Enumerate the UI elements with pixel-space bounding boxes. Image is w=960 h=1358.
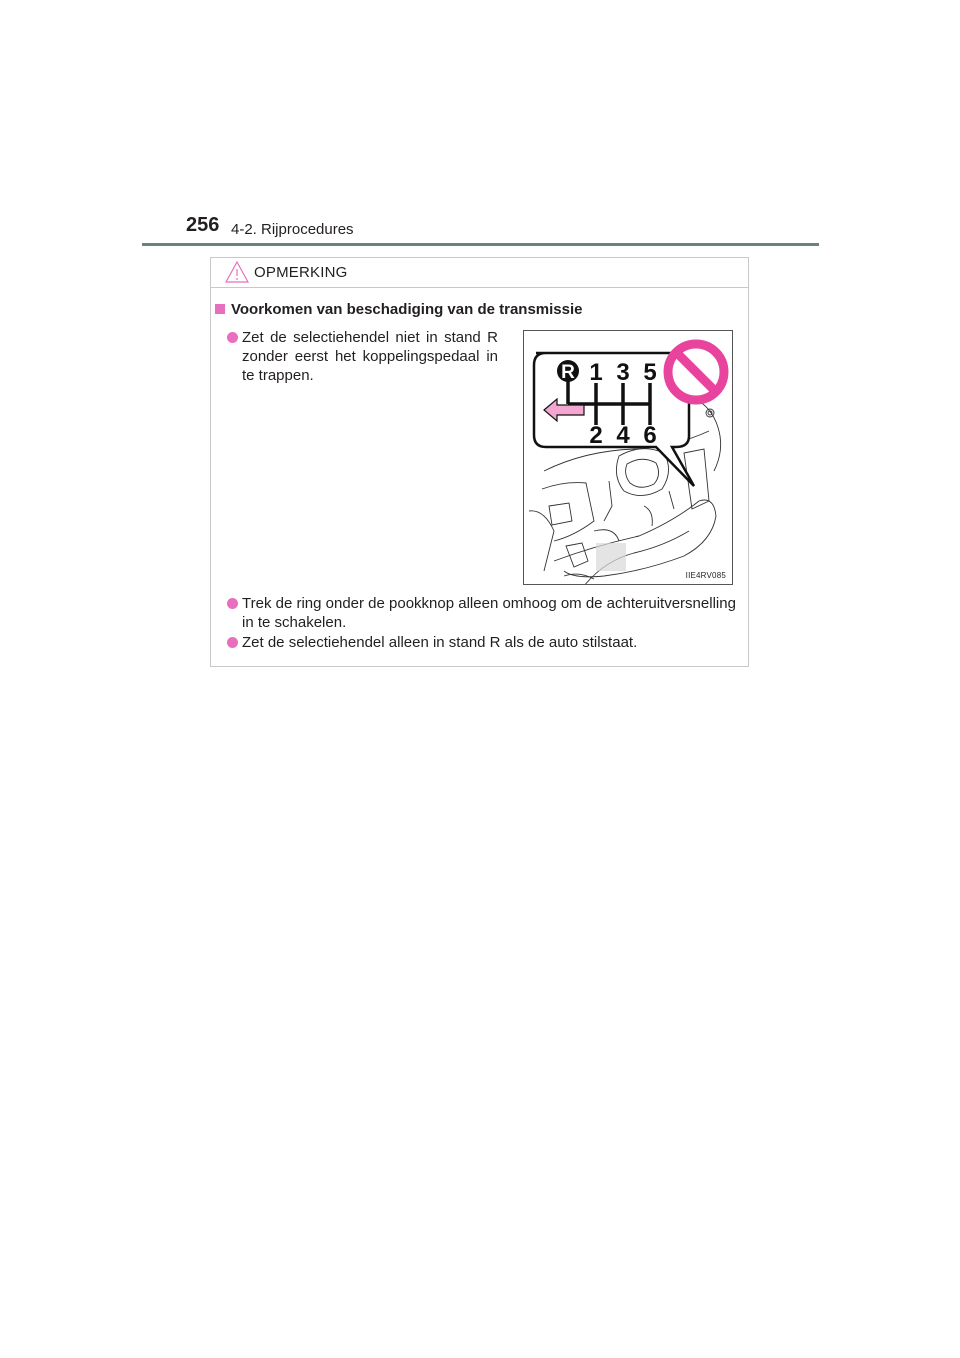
warning-triangle-icon xyxy=(225,261,249,283)
prohibition-sign-icon xyxy=(668,344,724,400)
notice-header xyxy=(211,258,748,288)
gear-label: 6 xyxy=(643,422,657,449)
gear-label: 3 xyxy=(616,359,630,386)
notice-box xyxy=(210,257,749,667)
subheading-text: Voorkomen van beschadiging van de transmissie xyxy=(231,301,583,318)
bullet-item xyxy=(242,328,498,385)
bullet-text: Zet de selectiehendel alleen in stand R als de auto stilstaat. xyxy=(242,634,638,651)
bullet-text: Zet de selectiehendel niet in stand R zonder eerst het koppelingspedaal in te trappen. xyxy=(242,329,498,384)
page-number: 256 xyxy=(186,214,220,236)
bullet-dot-icon xyxy=(227,637,238,648)
header-rule xyxy=(142,243,819,246)
figure-code: IIE4RV085 xyxy=(685,571,726,580)
bullet-dot-icon xyxy=(227,332,238,343)
notice-title: OPMERKING xyxy=(254,264,348,281)
gear-label: 1 xyxy=(589,359,603,386)
bullet-text: Trek de ring onder de pookknop alleen omhoog om de achteruitversnelling in te schakelen. xyxy=(242,595,736,631)
notice-subheading xyxy=(215,301,583,318)
gear-shift-illustration xyxy=(523,330,733,585)
bullet-dot-icon xyxy=(227,598,238,609)
square-bullet-icon xyxy=(215,304,225,314)
gear-label: 5 xyxy=(643,359,657,386)
bullet-item xyxy=(242,633,746,652)
reverse-gear-label: R xyxy=(561,362,575,383)
section-title: 4-2. Rijprocedures xyxy=(231,221,354,238)
bullet-item xyxy=(242,594,746,632)
gear-label: 4 xyxy=(616,422,630,449)
gear-label: 2 xyxy=(589,422,603,449)
